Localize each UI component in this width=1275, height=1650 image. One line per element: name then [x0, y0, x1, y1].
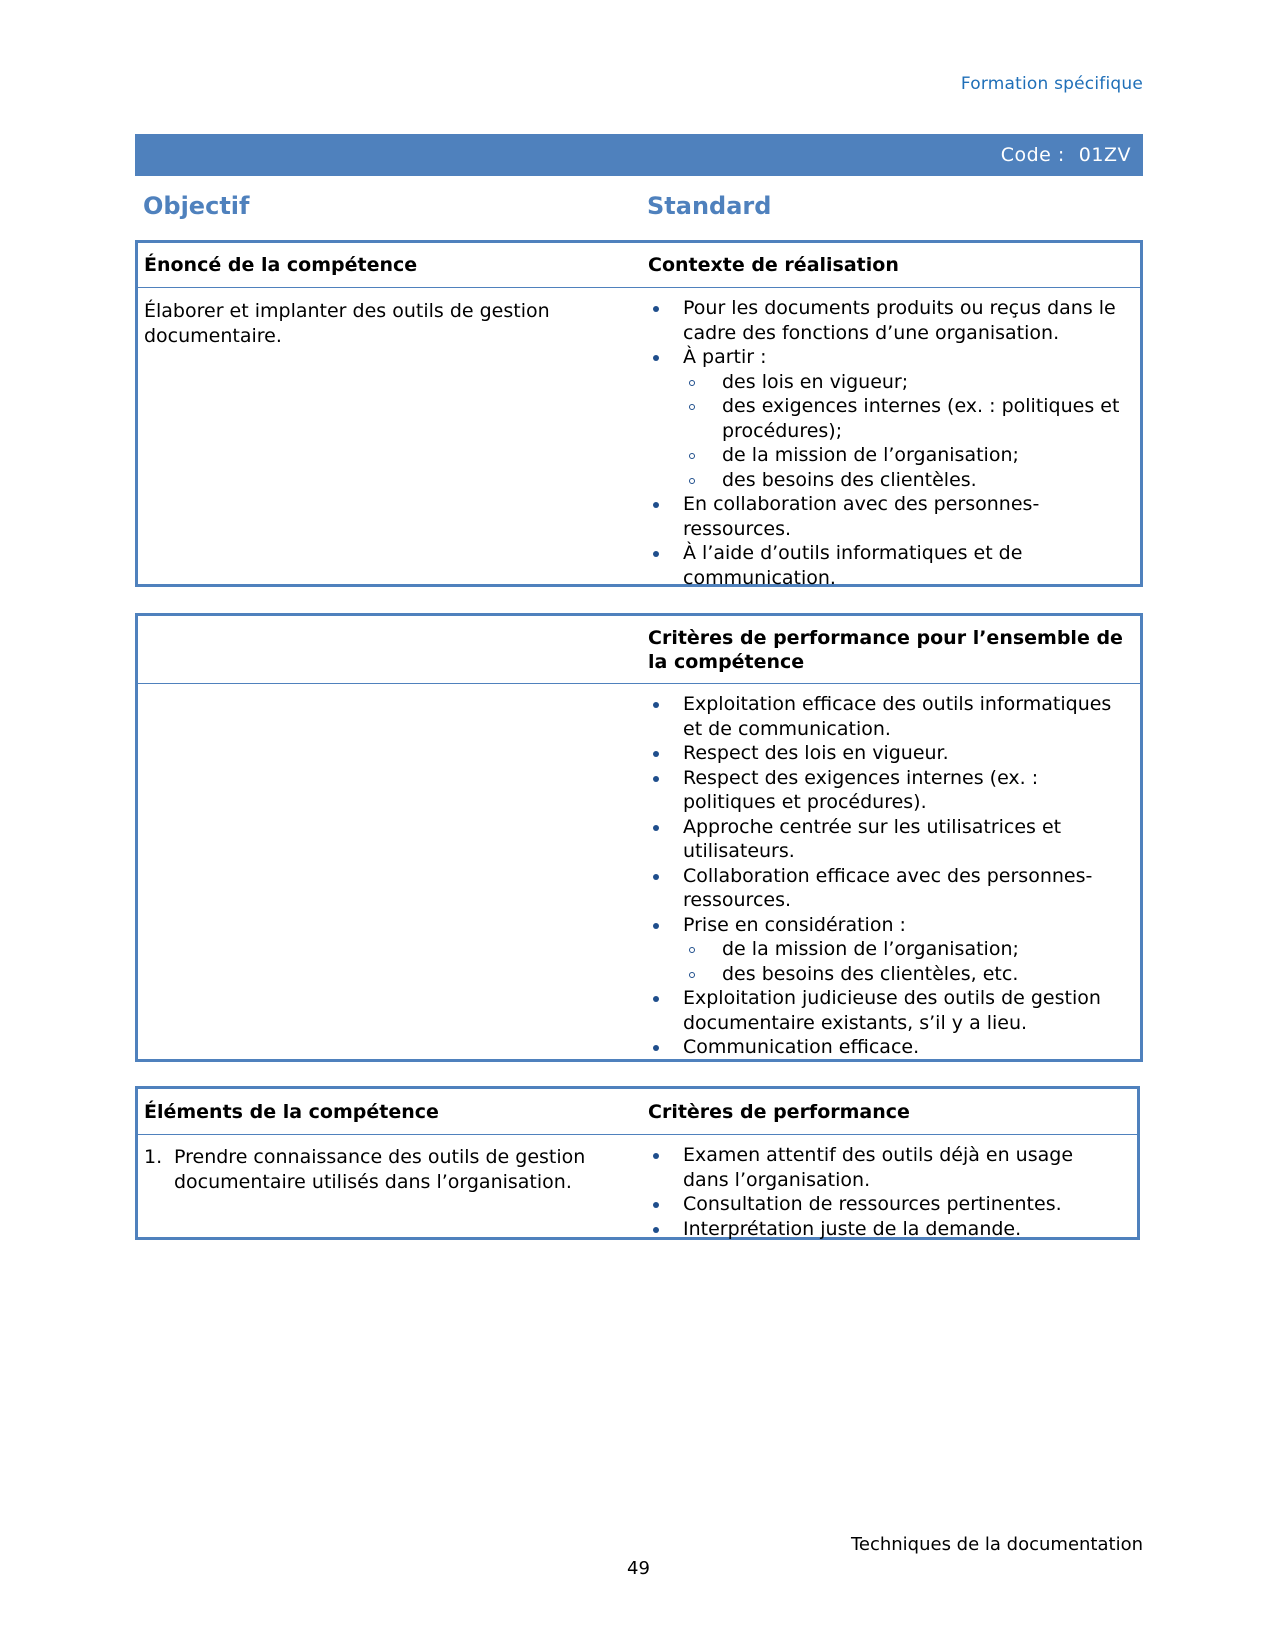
- column-header-criteria: Critères de performance: [648, 1100, 910, 1123]
- bullet-text: Communication efficace.: [683, 1036, 920, 1058]
- bullet-text: En collaboration avec des personnes-ressources.: [683, 493, 1040, 540]
- sub-bullet-item: des lois en vigueur;: [683, 370, 1126, 395]
- overall-criteria-table: [135, 613, 1143, 1062]
- competence-statement-table: [135, 240, 1143, 587]
- sub-bullet-item: de la mission de l’organisation;: [683, 443, 1126, 468]
- bullet-item: [648, 913, 1126, 987]
- bullet-item: [648, 345, 1126, 492]
- page-number: 49: [627, 1558, 650, 1579]
- code-label: Code :: [1000, 144, 1065, 166]
- elements-list: [144, 1145, 638, 1194]
- bullet-item: [648, 296, 1126, 345]
- bullet-text: À l’aide d’outils informatiques et de communication.: [683, 542, 1023, 589]
- bullet-item: [648, 1035, 1126, 1060]
- bullet-item: [648, 492, 1126, 541]
- column-header-overall-criteria: Critères de performance pour l’ensemble de la compétence: [648, 626, 1123, 673]
- bullet-item: [648, 864, 1126, 913]
- bullet-item: [648, 541, 1126, 590]
- criteria-item: Consultation de ressources pertinentes.: [648, 1192, 1123, 1217]
- bullet-text: Exploitation efficace des outils informatiques et de communication.: [683, 693, 1112, 740]
- bullet-item: [648, 741, 1126, 766]
- bullet-item: [648, 766, 1126, 815]
- sub-bullet-item: des besoins des clientèles.: [683, 468, 1126, 493]
- empty-cell: [138, 692, 638, 1060]
- code-value: 01ZV: [1078, 144, 1131, 166]
- elements-table: [135, 1086, 1140, 1240]
- bullet-text: Prise en considération :: [683, 913, 906, 936]
- table-header-row: [138, 243, 1140, 288]
- bullet-item: [648, 986, 1126, 1035]
- bullet-item: [648, 692, 1126, 741]
- running-head: Formation spécifique: [960, 74, 1143, 94]
- bullet-text: Exploitation judicieuse des outils de gestion documentaire existants, s’il y a lieu.: [683, 987, 1101, 1034]
- overall-criteria-list: [648, 692, 1126, 1060]
- column-header-contexte: Contexte de réalisation: [648, 254, 899, 276]
- column-header-elements: Éléments de la compétence: [144, 1100, 439, 1123]
- table-row: [138, 684, 1140, 1060]
- element-item: [144, 1145, 638, 1194]
- competence-statement: Élaborer et implanter des outils de gestion documentaire.: [144, 300, 550, 347]
- table-header-row: [138, 1089, 1137, 1135]
- footer-title: Techniques de la documentation: [850, 1534, 1143, 1555]
- bullet-text: Respect des exigences internes (ex. : politiques et procédures).: [683, 766, 1039, 813]
- bullet-text: Respect des lois en vigueur.: [683, 742, 949, 764]
- table-row: [138, 1135, 1137, 1241]
- context-list: [648, 296, 1126, 590]
- section-title-standard: Standard: [647, 192, 772, 220]
- column-header-enonce: Énoncé de la compétence: [144, 254, 418, 276]
- bullet-text: Pour les documents produits ou reçus dans le cadre des fonctions d’une organisation.: [683, 297, 1116, 344]
- criteria-item: Interprétation juste de la demande.: [648, 1217, 1123, 1242]
- bullet-text: À partir :: [683, 346, 767, 368]
- element-text: Prendre connaissance des outils de gestion documentaire utilisés dans l’organisation.: [174, 1146, 586, 1193]
- sub-bullet-list: [683, 937, 1126, 986]
- code-bar: [135, 134, 1143, 176]
- bullet-text: Collaboration efficace avec des personnes-ressources.: [683, 864, 1093, 911]
- sub-bullet-list: [683, 370, 1126, 493]
- criteria-item: Examen attentif des outils déjà en usage dans l’organisation.: [648, 1143, 1123, 1192]
- sub-bullet-item: des besoins des clientèles, etc.: [683, 962, 1126, 987]
- table-header-row: [138, 616, 1140, 684]
- table-row: [138, 288, 1140, 590]
- bullet-text: Approche centrée sur les utilisatrices et utilisateurs.: [683, 815, 1062, 862]
- sub-bullet-item: des exigences internes (ex. : politiques et procédures);: [683, 394, 1126, 443]
- bullet-item: [648, 815, 1126, 864]
- element-number: 1.: [144, 1146, 163, 1168]
- section-title-objectif: Objectif: [143, 192, 250, 220]
- criteria-list: [648, 1143, 1123, 1241]
- sub-bullet-item: de la mission de l’organisation;: [683, 937, 1126, 962]
